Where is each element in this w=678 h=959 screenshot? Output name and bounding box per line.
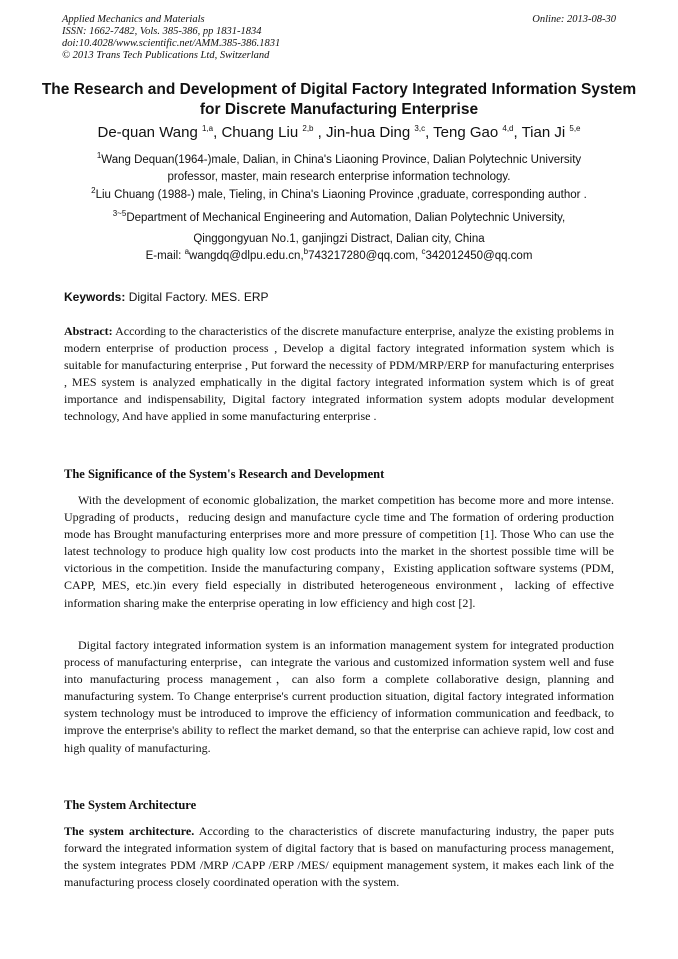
- author-sup: 2,b: [302, 124, 314, 133]
- affiliation-3: [40, 210, 638, 227]
- email-sup: b: [303, 247, 309, 257]
- abstract-label: Abstract:: [64, 324, 113, 338]
- subsection-label: The system architecture.: [64, 824, 195, 838]
- keywords-text: Digital Factory. MES. ERP: [125, 290, 269, 304]
- email-line: [40, 248, 638, 265]
- abstract-text: According to the characteristics of the discrete manufacture enterprise, analyze the existing problems in modern enterprise of production process , Develop a digital factory integrated information system which is suitable for manufacturing enterprise , Put forward the necessity of PDM/MRP/ERP for manufacturing enterprises , MES system is analyzed emphatically in the digital factory integrated information system which is of great importance and indispensability, Digital factory integrated information system adopts modular development technology, And have applied in some manufacturing enterprise .: [64, 324, 614, 424]
- body-paragraph: With the development of economic globalization, the market competition has become more and more intense. Upgrading of products，reducing design and manufacture cycle time and The formation of ordering production mode has Brought manufacturing enterprises more and more pressure of competition [1]. Those Who can use the latest technology to produce high quality low cost products into the market in the shortest possible time will be victorious in the competition. Inside the manufacturing company，Existing application software systems (PDM, CAPP, MES, etc.)in every field especially in distributed heterogeneous environment，lacking of effective information sharing make the enterprise operating in low efficiency and high cost [2].: [64, 493, 614, 610]
- affiliation-address: Qinggongyuan No.1, ganjingzi Distract, Dalian city, China: [193, 233, 485, 245]
- author-list: [40, 124, 638, 141]
- email-sup: a: [184, 247, 190, 257]
- paper-title: The Research and Development of Digital Factory Integrated Information System for Discrete Manufacturing Enterprise: [41, 81, 637, 118]
- affiliation-sup: 3~5: [112, 209, 127, 219]
- paragraph-text: According to the characteristics of discrete manufacturing industry, the paper puts forward the integrated information system of digital factory that is based on manufacturing process management, the system integrates PDM /MRP /CAPP /ERP /MES/ equipment management system, it makes each link of the manufacturing process closely coordinated operation with the system.: [64, 824, 614, 890]
- online-date: Online: 2013-08-30: [532, 14, 616, 25]
- affiliation-sup: 1: [96, 151, 102, 161]
- doi-line: doi:10.4028/www.scientific.net/AMM.385-386.1831: [62, 38, 281, 49]
- author-sep: ,: [513, 124, 522, 141]
- email-address: wangdq@dlpu.edu.cn,: [189, 250, 304, 262]
- affiliation-text: Department of Mechanical Engineering and Automation, Dalian Polytechnic University,: [126, 212, 566, 224]
- author-sep: ,: [213, 124, 222, 141]
- author-name: Tian Ji: [521, 124, 570, 141]
- author-name: Jin-hua Ding: [326, 124, 415, 141]
- keywords: [64, 290, 269, 304]
- issn-line: ISSN: 1662-7482, Vols. 385-386, pp 1831-1834: [62, 26, 262, 37]
- section-heading: The Significance of the System's Research and Development: [64, 467, 385, 481]
- author-sup: 4,d: [502, 124, 514, 133]
- section-heading: The System Architecture: [64, 798, 197, 812]
- journal-name: Applied Mechanics and Materials: [62, 14, 205, 25]
- affiliation-text: Liu Chuang (1988-) male, Tieling, in China's Liaoning Province ,graduate, corresponding author .: [95, 189, 587, 201]
- author-sep: ,: [425, 124, 434, 141]
- abstract: [64, 323, 614, 426]
- author-name: Teng Gao: [433, 124, 503, 141]
- keywords-label: Keywords:: [64, 290, 126, 304]
- affiliation-sup: 2: [91, 186, 96, 196]
- email-address: 743217280@qq.com,: [308, 250, 422, 262]
- author-name: De-quan Wang: [97, 124, 202, 141]
- affiliation-2: [40, 187, 638, 204]
- author-sep: ,: [313, 124, 327, 141]
- copyright-line: © 2013 Trans Tech Publications Ltd, Switzerland: [62, 50, 270, 61]
- author-name: Chuang Liu: [221, 124, 303, 141]
- email-address: 342012450@qq.com: [425, 250, 533, 262]
- email-sup: c: [421, 247, 426, 257]
- body-paragraph: [64, 823, 614, 891]
- affiliation-text: professor, master, main research enterprise information technology.: [167, 171, 511, 183]
- affiliation-text: Wang Dequan(1964-)male, Dalian, in China's Liaoning Province, Dalian Polytechnic University: [101, 154, 582, 166]
- affiliation-1: [40, 152, 638, 186]
- author-sup: 3,c: [414, 124, 426, 133]
- author-sup: 5,e: [569, 124, 581, 133]
- author-sup: 1,a: [202, 124, 214, 133]
- body-paragraph: Digital factory integrated information system is an information management system for integrated production process of manufacturing enterprise，can integrate the various and customized information system well and fuse into manufacturing process management，can also form a complete collaborative design, planning and manufacturing system. To Change enterprise's current production situation, digital factory integrated information system technology must be introduced to improve the efficiency of information communication and feedback, to improve the enterprise's ability to reflect the market demand, so that the enterprise can achieve rapid, low cost and high quality of manufacturing.: [64, 638, 614, 755]
- email-label: E-mail:: [145, 250, 185, 262]
